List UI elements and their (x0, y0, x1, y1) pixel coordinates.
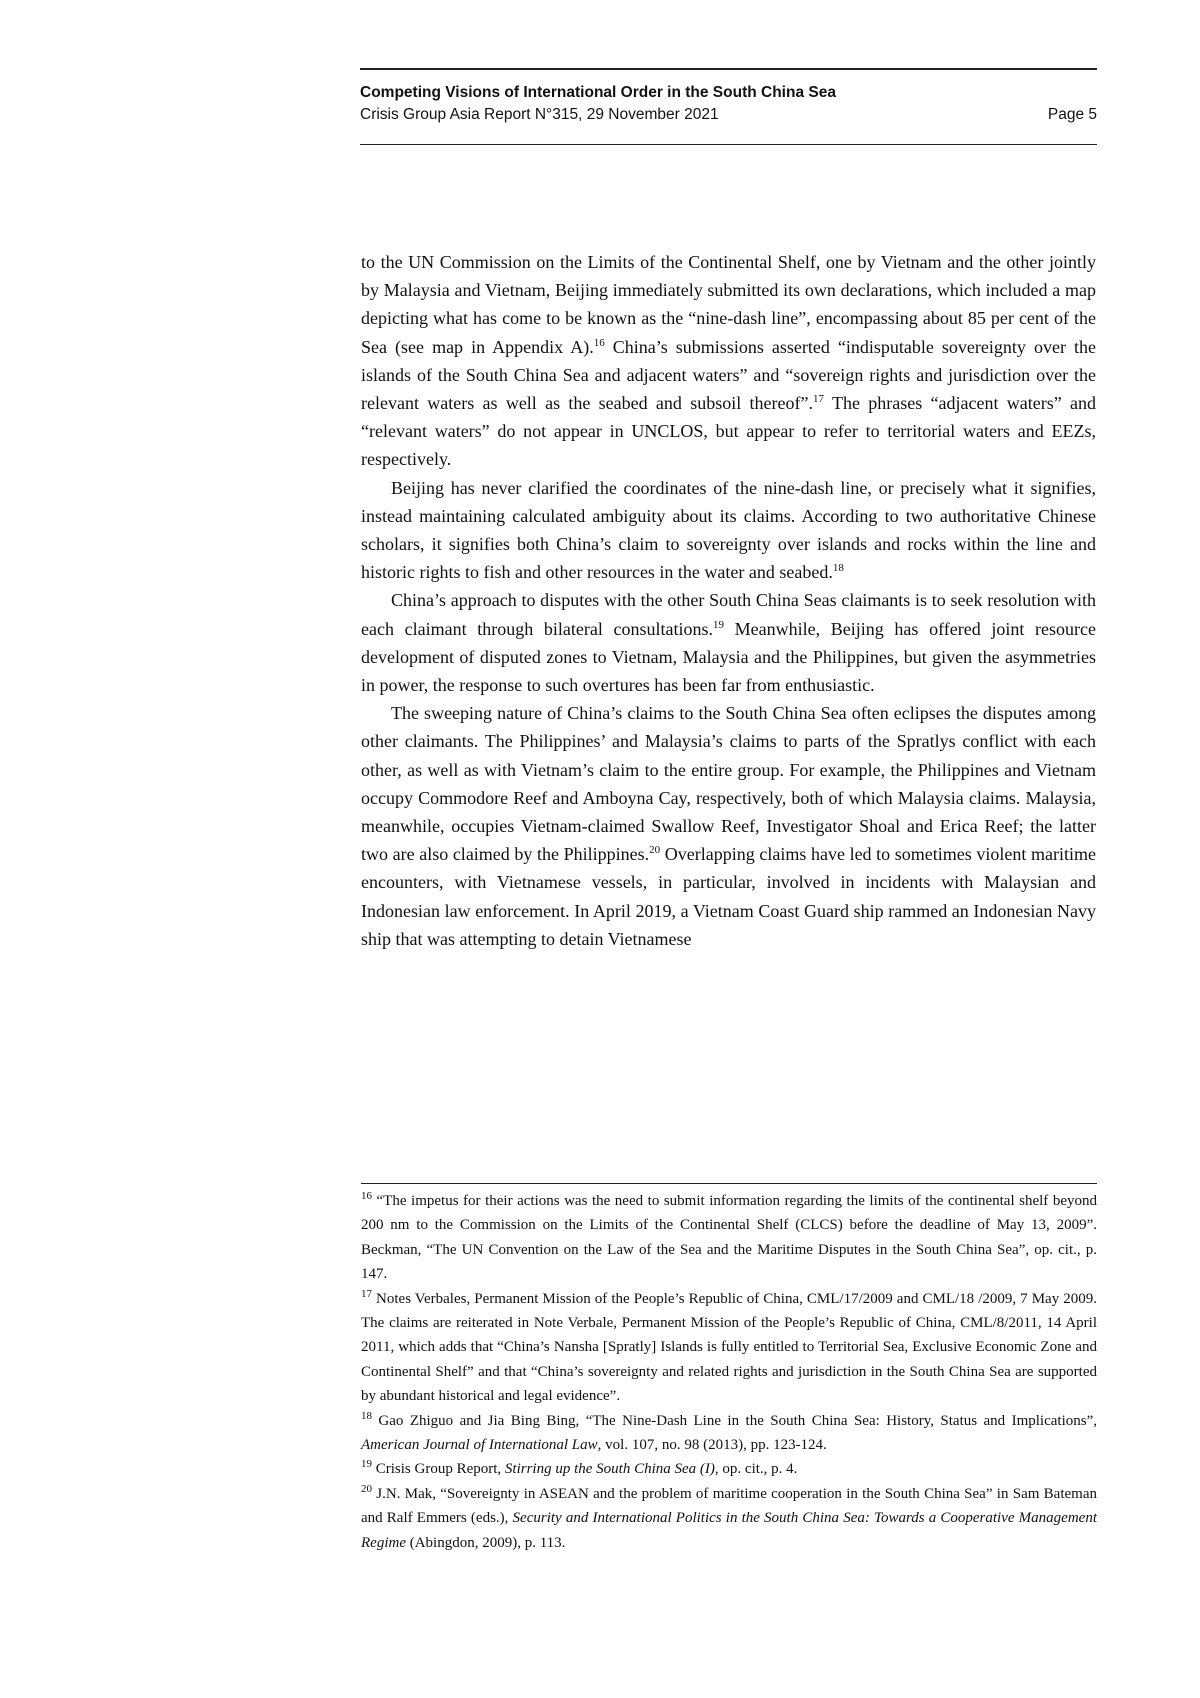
footnote-number-16: 16 (361, 1190, 372, 1202)
paragraph-3 (361, 586, 1096, 699)
footnote-19-title: Stirring up the South China Sea (I) (504, 1461, 715, 1478)
footnote-ref-20: 20 (649, 844, 661, 857)
footnote-19 (361, 1457, 1097, 1481)
paragraph-2-text: Beijing has never clarified the coordinates of the nine-dash line, or precisely what it signifies, instead maintaining calculated ambiguity about its claims. According to two authoritative Chinese scholars, it signifies both China’s claim to sovereignty over islands and rocks within the line and historic rights to fish and other resources in the water and seabed. (361, 477, 1096, 583)
footnote-ref-16: 16 (593, 336, 605, 349)
paragraph-1-text-c: The phrases “adjacent waters” and “relevant waters” do not appear in UNCLOS, but appear to refer to territorial waters and EEZs, respectively. (361, 393, 1096, 470)
page-header (360, 68, 1097, 145)
footnote-16-text: “The impetus for their actions was the need to submit information regarding the limits of the continental shelf beyond 200 nm to the Commission on the Limits of the Continental Shelf (CLCS) before the deadline of May 13, 2009”. Beckman, “The UN Convention on the Law of the Sea and the Maritime Disputes in the South China Sea”, op. cit., p. 147. (361, 1193, 1097, 1283)
paragraph-3-text-a: China’s approach to disputes with the other South China Seas claimants is to seek resolution with each claimant through bilateral consultations. (361, 590, 1096, 639)
footnote-17 (361, 1287, 1097, 1409)
footnote-19-text-a: Crisis Group Report, (372, 1461, 505, 1478)
paragraph-4-text-b: Overlapping claims have led to sometimes violent maritime encounters, with Vietnamese vessels, in particular, involved in incidents with Malaysian and Indonesian law enforcement. In April 2019, a Vietnam Coast Guard ship rammed an Indonesian Navy ship that was attempting to detain Vietnamese (361, 844, 1096, 949)
footnote-18 (361, 1409, 1097, 1458)
footnote-number-18: 18 (361, 1409, 372, 1422)
footnote-ref-17: 17 (812, 393, 824, 406)
footnote-ref-19: 19 (713, 618, 724, 631)
footnote-20 (361, 1482, 1097, 1555)
paragraph-1-text-b: China’s submissions asserted “indisputable sovereignty over the islands of the South China Sea and adjacent waters” and “sovereign rights and jurisdiction over the relevant waters as well as the seabed and subsoil thereof”. (361, 336, 1096, 414)
body-text (361, 248, 1096, 953)
footnote-number-20: 20 (361, 1482, 372, 1495)
footnote-20-text-b: (Abingdon, 2009), p. 113. (405, 1534, 566, 1551)
footnote-19-text-b: , op. cit., p. 4. (714, 1461, 798, 1478)
footnote-18-text-b: , vol. 107, no. 98 (2013), pp. 123-124. (597, 1437, 827, 1454)
report-title: Competing Visions of International Order in the South China Sea (360, 84, 836, 101)
paragraph-1-text-a: to the UN Commission on the Limits of the Continental Shelf, one by Vietnam and the other jointly by Malaysia and Vietnam, Beijing immediately submitted its own declarations, which included a map depicting what has come to be known as the “nine-dash line”, encompassing about 85 per cent of the Sea (see map in Appendix A). (361, 252, 1096, 357)
header-bottom-rule (360, 144, 1097, 145)
footnote-number-19: 19 (361, 1458, 372, 1471)
footnote-ref-18: 18 (832, 562, 844, 575)
footnote-separator (361, 1183, 1097, 1184)
page-number: Page 5 (1047, 106, 1097, 123)
paragraph-1 (361, 248, 1096, 474)
paragraph-4 (361, 699, 1096, 953)
paragraph-2 (361, 474, 1096, 587)
header-top-rule (360, 68, 1097, 70)
footnote-20-text-a: J.N. Mak, “Sovereignty in ASEAN and the problem of maritime cooperation in the South China Sea” in Sam Bateman and Ralf Emmers (eds.), (361, 1485, 1097, 1527)
footnote-number-17: 17 (361, 1287, 372, 1300)
footnote-16 (361, 1189, 1097, 1287)
footnote-20-book: Security and International Politics in the South China Sea: Towards a Cooperative Management Regime (361, 1510, 1097, 1551)
footnote-18-text-a: Gao Zhiguo and Jia Bing Bing, “The Nine-Dash Line in the South China Sea: History, Status and Implications”, (372, 1412, 1097, 1429)
paragraph-3-text-b: Meanwhile, Beijing has offered joint resource development of disputed zones to Vietnam, Malaysia and the Philippines, but given the asymmetries in power, the response to such overtures has been far from enthusiastic. (361, 618, 1096, 696)
footnote-17-text: Notes Verbales, Permanent Mission of the People’s Republic of China, CML/17/2009 and CML/18 /2009, 7 May 2009. The claims are reiterated in Note Verbale, Permanent Mission of the People’s Republic of China, CML/8/2011, 14 April 2011, which adds that “China’s Nansha [Spratly] Islands is fully entitled to Territorial Sea, Exclusive Economic Zone and Continental Shelf” and that “China’s sovereignty and related rights and jurisdiction in the South China Sea are supported by abundant historical and legal evidence”. (361, 1290, 1097, 1405)
header-subrow (360, 105, 1097, 125)
report-reference: Crisis Group Asia Report N°315, 29 November 2021 (360, 106, 719, 123)
paragraph-4-text-a: The sweeping nature of China’s claims to the South China Sea often eclipses the disputes among other claimants. The Philippines’ and Malaysia’s claims to parts of the Spratlys conflict with each other, as well as with Vietnam’s claim to the entire group. For example, the Philippines and Vietnam occupy Commodore Reef and Amboyna Cay, respectively, both of which Malaysia claims. Malaysia, meanwhile, occupies Vietnam-claimed Swallow Reef, Investigator Shoal and Erica Reef; the latter two are also claimed by the Philippines. (361, 703, 1096, 865)
footnote-18-journal: American Journal of International Law (361, 1437, 598, 1454)
footnotes (361, 1189, 1097, 1555)
